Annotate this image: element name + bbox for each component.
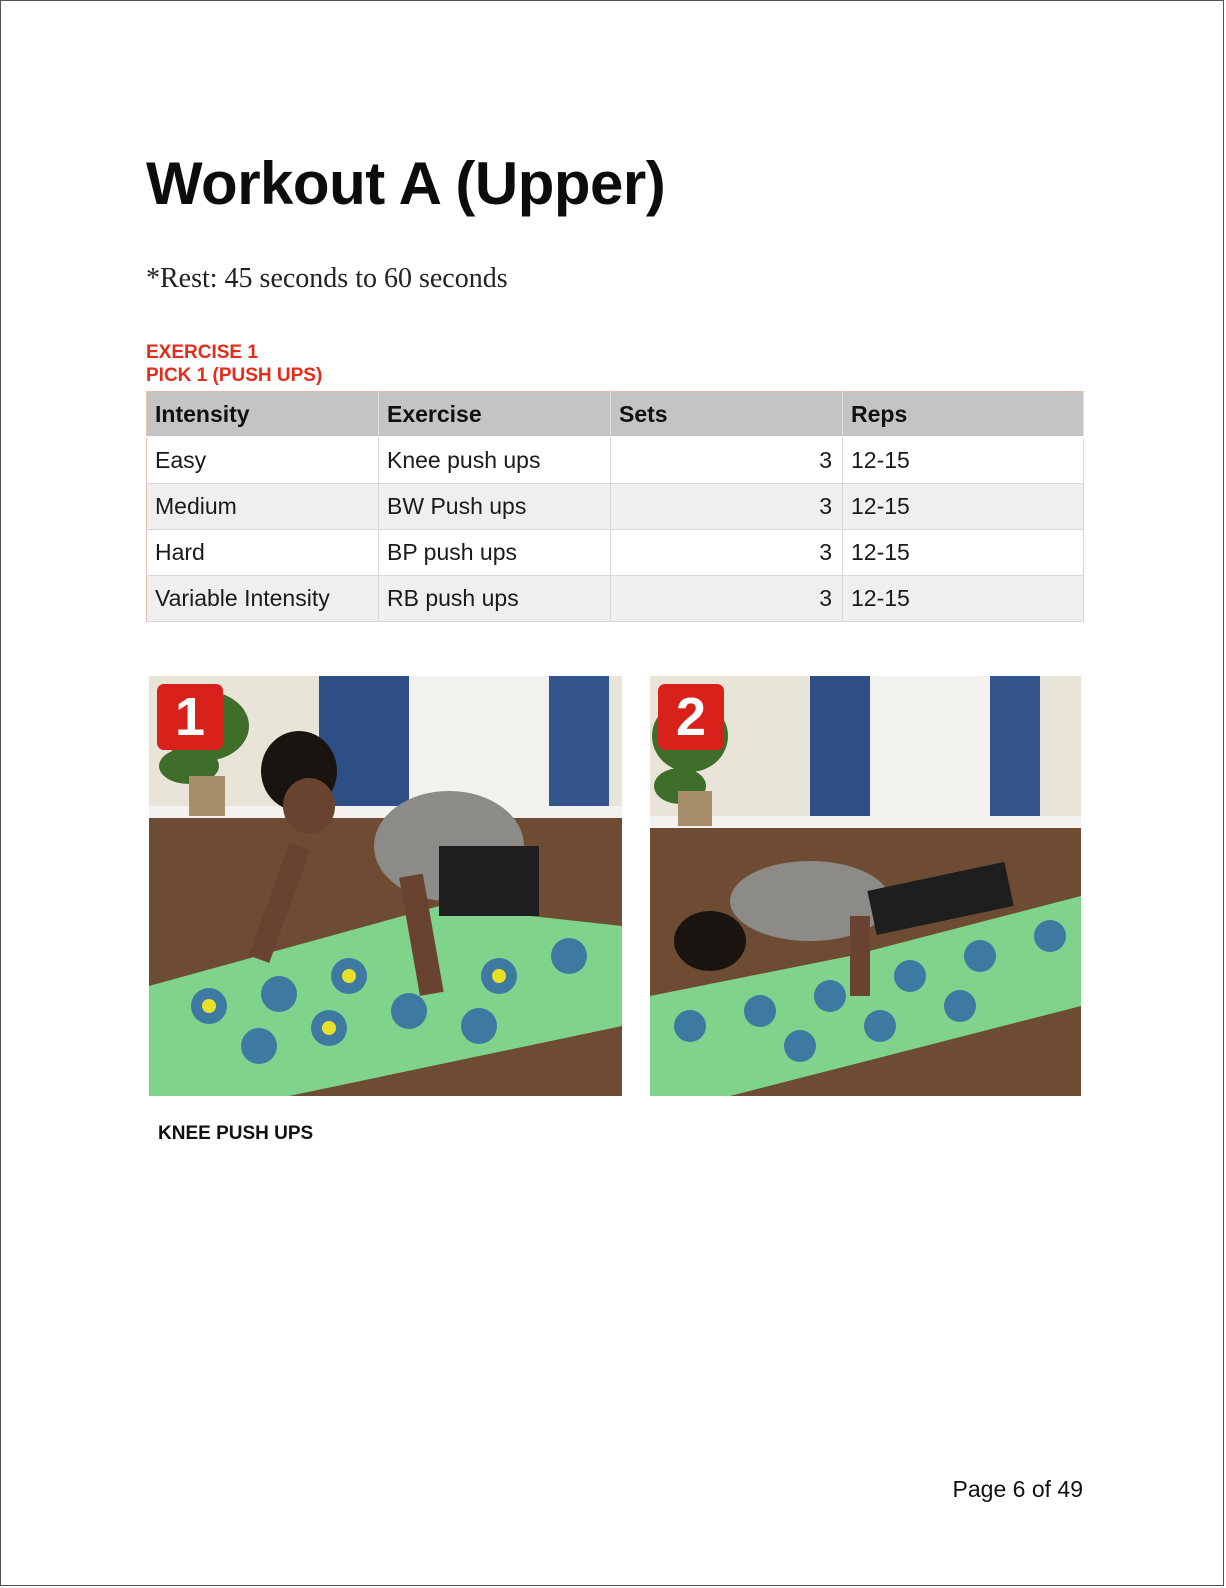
cell-exercise: BW Push ups	[379, 484, 611, 530]
cell-intensity: Variable Intensity	[147, 576, 379, 622]
cell-reps: 12-15	[843, 437, 1084, 484]
cell-intensity: Medium	[147, 484, 379, 530]
page-number: Page 6 of 49	[952, 1476, 1083, 1502]
rest-note: *Rest: 45 seconds to 60 seconds	[146, 263, 508, 294]
column-header-sets: Sets	[611, 392, 843, 438]
table-header-row	[147, 392, 1084, 438]
cell-exercise: BP push ups	[379, 530, 611, 576]
step-number-badge: 2	[658, 684, 724, 750]
cell-sets: 3	[611, 576, 843, 622]
table-row	[147, 530, 1084, 576]
cell-exercise: Knee push ups	[379, 437, 611, 484]
table-row	[147, 437, 1084, 484]
exercise-table	[146, 391, 1084, 622]
photo-caption: KNEE PUSH UPS	[158, 1123, 314, 1144]
cell-sets: 3	[611, 484, 843, 530]
cell-exercise: RB push ups	[379, 576, 611, 622]
table-row	[147, 484, 1084, 530]
table-row	[147, 576, 1084, 622]
exercise-number-label: EXERCISE 1	[146, 342, 258, 363]
column-header-reps: Reps	[843, 392, 1084, 438]
exercise-label-block	[146, 341, 322, 387]
cell-sets: 3	[611, 437, 843, 484]
cell-reps: 12-15	[843, 576, 1084, 622]
cell-reps: 12-15	[843, 484, 1084, 530]
cell-intensity: Hard	[147, 530, 379, 576]
exercise-photo-step-2	[650, 676, 1081, 1096]
exercise-photo-step-1	[149, 676, 622, 1096]
cell-reps: 12-15	[843, 530, 1084, 576]
column-header-intensity: Intensity	[147, 392, 379, 438]
column-header-exercise: Exercise	[379, 392, 611, 438]
exercise-pick-label: PICK 1 (PUSH UPS)	[146, 365, 323, 386]
cell-intensity: Easy	[147, 437, 379, 484]
step-number-badge: 1	[157, 684, 223, 750]
cell-sets: 3	[611, 530, 843, 576]
page-title: Workout A (Upper)	[146, 150, 666, 217]
